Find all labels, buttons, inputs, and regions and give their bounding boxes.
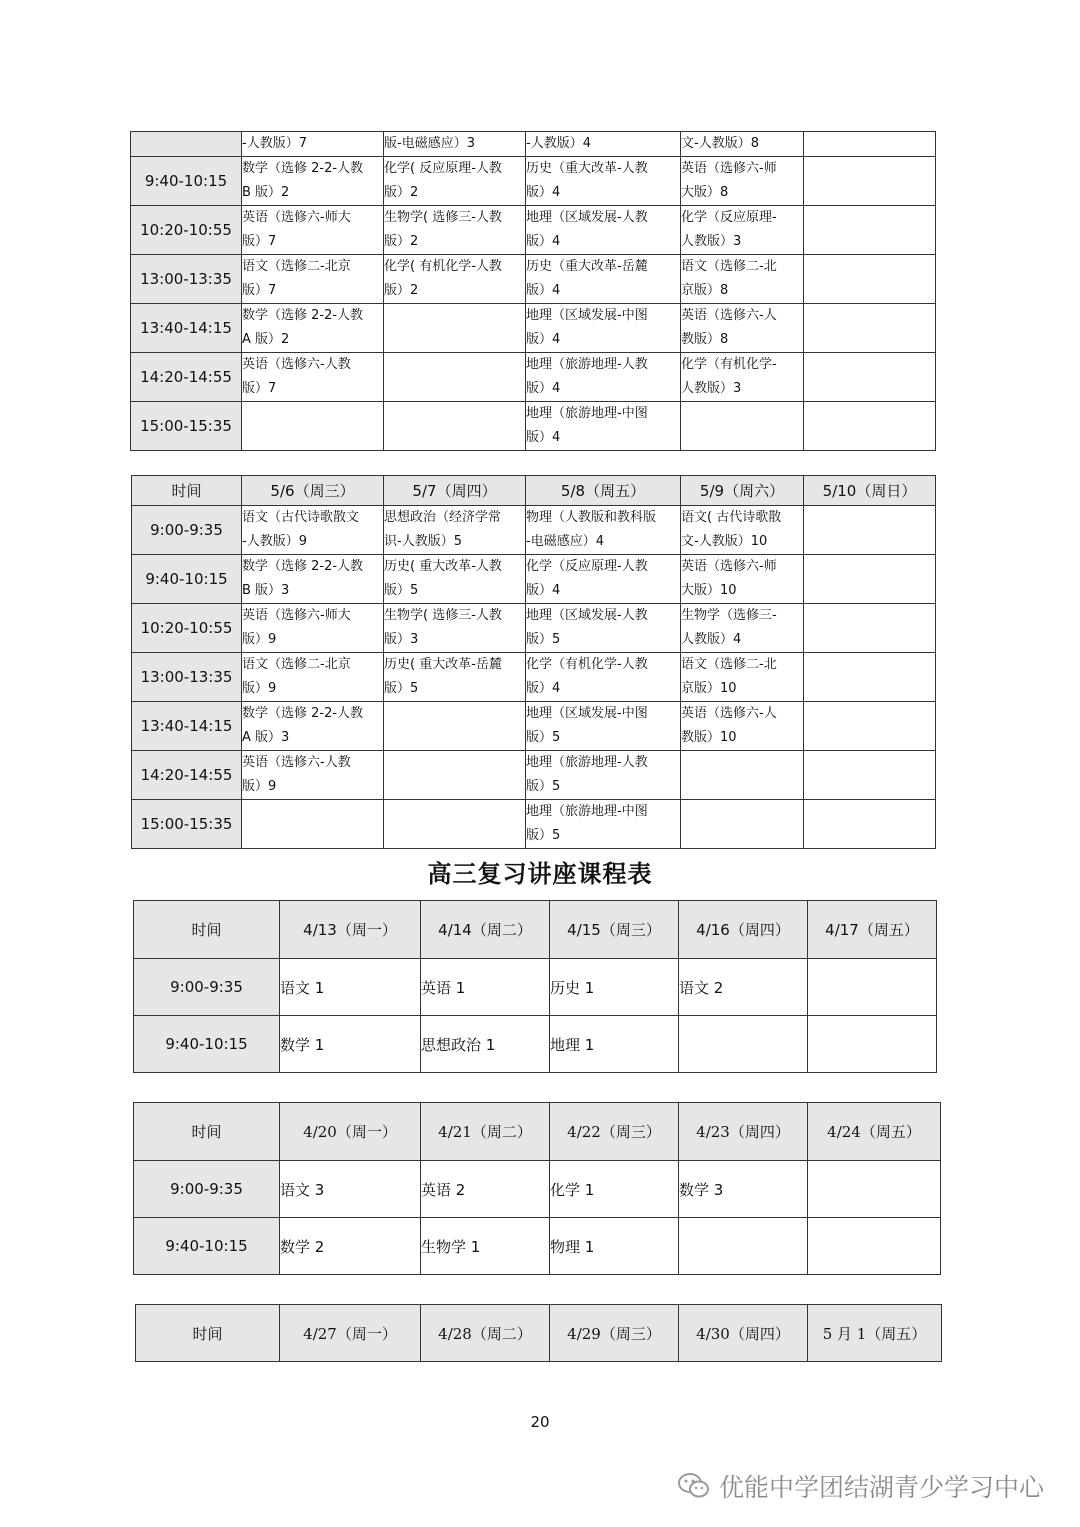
- course-cell: 英语（选修六-师大 版）9: [242, 604, 384, 653]
- course-cell: 历史（重大改革-岳麓 版）4: [526, 255, 681, 304]
- course-cell: [384, 402, 526, 451]
- course-cell: [808, 1161, 941, 1218]
- course-cell: 语文（古代诗歌散文 -人教版）9: [242, 506, 384, 555]
- header-cell: 时间: [134, 1103, 280, 1161]
- course-cell: 地理（旅游地理-中图 版）4: [526, 402, 681, 451]
- course-cell: 历史( 重大改革-人教 版）5: [384, 555, 526, 604]
- course-cell: [804, 604, 936, 653]
- course-cell: [384, 702, 526, 751]
- course-cell: [808, 1218, 941, 1275]
- course-cell: 语文 3: [280, 1161, 421, 1218]
- course-cell: 思想政治（经济学常 识-人教版）5: [384, 506, 526, 555]
- course-cell: [804, 506, 936, 555]
- course-cell: [242, 800, 384, 849]
- course-cell: [681, 800, 804, 849]
- course-cell: 物理（人教版和教科版 -电磁感应）4: [526, 506, 681, 555]
- course-cell: -人教版）4: [526, 132, 681, 157]
- table-row: [134, 1161, 941, 1218]
- time-cell: 13:40-14:15: [131, 304, 242, 353]
- course-cell: 英语（选修六-师大 版）7: [242, 206, 384, 255]
- course-cell: 化学（有机化学- 人教版）3: [681, 353, 804, 402]
- course-cell: 英语（选修六-师 大版）10: [681, 555, 804, 604]
- time-cell: 9:40-10:15: [134, 1016, 280, 1073]
- course-cell: [804, 157, 936, 206]
- course-cell: [808, 959, 937, 1016]
- course-cell: [804, 206, 936, 255]
- header-cell: 4/20（周一）: [280, 1103, 421, 1161]
- course-cell: [804, 132, 936, 157]
- page-number: 20: [530, 1413, 550, 1431]
- course-cell: 生物学( 选修三-人教 版）2: [384, 206, 526, 255]
- schedule-table-1: [130, 131, 936, 451]
- wechat-icon: [677, 1472, 711, 1500]
- course-cell: 化学( 有机化学-人教 版）2: [384, 255, 526, 304]
- header-cell: 5/7（周四）: [384, 476, 526, 506]
- time-cell: [131, 132, 242, 157]
- course-cell: 数学 1: [280, 1016, 421, 1073]
- header-row: [132, 476, 936, 506]
- table-row: [132, 506, 936, 555]
- course-cell: 生物学( 选修三-人教 版）3: [384, 604, 526, 653]
- course-cell: 语文（选修二-北京 版）7: [242, 255, 384, 304]
- header-row: [136, 1305, 942, 1362]
- course-cell: 语文（选修二-北 京版）8: [681, 255, 804, 304]
- header-cell: 5/9（周六）: [681, 476, 804, 506]
- course-cell: 数学（选修 2-2-人教 A 版）3: [242, 702, 384, 751]
- table-row: [134, 1016, 937, 1073]
- course-cell: 历史( 重大改革-岳麓 版）5: [384, 653, 526, 702]
- course-cell: 英语 2: [421, 1161, 550, 1218]
- course-cell: 英语 1: [421, 959, 550, 1016]
- table-row: [132, 555, 936, 604]
- header-cell: 4/29（周三）: [550, 1305, 679, 1362]
- course-cell: [804, 402, 936, 451]
- course-cell: 地理 1: [550, 1016, 679, 1073]
- course-cell: [384, 800, 526, 849]
- course-cell: 版-电磁感应）3: [384, 132, 526, 157]
- header-cell: 4/15（周三）: [550, 901, 679, 959]
- table-row: [131, 206, 936, 255]
- course-cell: 化学（反应原理- 人教版）3: [681, 206, 804, 255]
- course-cell: 英语（选修六-人教 版）9: [242, 751, 384, 800]
- course-cell: 数学（选修 2-2-人教 B 版）2: [242, 157, 384, 206]
- time-cell: 9:00-9:35: [134, 1161, 280, 1218]
- header-cell: 4/16（周四）: [679, 901, 808, 959]
- time-cell: 13:00-13:35: [131, 255, 242, 304]
- course-cell: 语文（选修二-北京 版）9: [242, 653, 384, 702]
- section-title: 高三复习讲座课程表: [427, 860, 653, 888]
- table-row: [131, 304, 936, 353]
- course-cell: [804, 555, 936, 604]
- time-cell: 10:20-10:55: [131, 206, 242, 255]
- time-cell: 15:00-15:35: [131, 402, 242, 451]
- course-cell: 英语（选修六-人教 版）7: [242, 353, 384, 402]
- course-cell: [679, 1016, 808, 1073]
- course-cell: 生物学（选修三- 人教版）4: [681, 604, 804, 653]
- course-cell: [804, 304, 936, 353]
- course-cell: [242, 402, 384, 451]
- header-cell: 4/28（周二）: [421, 1305, 550, 1362]
- course-cell: 思想政治 1: [421, 1016, 550, 1073]
- course-cell: 语文 2: [679, 959, 808, 1016]
- course-cell: 地理（区域发展-人教 版）5: [526, 604, 681, 653]
- course-cell: 英语（选修六-人 教版）10: [681, 702, 804, 751]
- course-cell: [384, 304, 526, 353]
- watermark: [677, 1468, 1044, 1504]
- schedule-table-2: [131, 475, 936, 849]
- time-cell: 10:20-10:55: [132, 604, 242, 653]
- course-cell: 地理（旅游地理-中图 版）5: [526, 800, 681, 849]
- table-row: [134, 1218, 941, 1275]
- course-cell: [804, 255, 936, 304]
- course-cell: [804, 800, 936, 849]
- header-row: [134, 1103, 941, 1161]
- table-row: [132, 604, 936, 653]
- header-cell: 时间: [132, 476, 242, 506]
- header-cell: 4/13（周一）: [280, 901, 421, 959]
- table-row: [131, 132, 936, 157]
- course-cell: 地理（旅游地理-人教 版）4: [526, 353, 681, 402]
- table-row: [131, 402, 936, 451]
- course-cell: 数学 2: [280, 1218, 421, 1275]
- course-cell: 语文（选修二-北 京版）10: [681, 653, 804, 702]
- course-cell: [384, 353, 526, 402]
- course-cell: [681, 751, 804, 800]
- time-cell: 14:20-14:55: [131, 353, 242, 402]
- course-cell: 数学（选修 2-2-人教 A 版）2: [242, 304, 384, 353]
- course-cell: 物理 1: [550, 1218, 679, 1275]
- course-cell: [679, 1218, 808, 1275]
- time-cell: 9:00-9:35: [134, 959, 280, 1016]
- course-cell: [681, 402, 804, 451]
- table-row: [132, 702, 936, 751]
- course-cell: 地理（旅游地理-人教 版）5: [526, 751, 681, 800]
- course-cell: 化学（有机化学-人教 版）4: [526, 653, 681, 702]
- course-cell: 语文 1: [280, 959, 421, 1016]
- course-cell: 历史 1: [550, 959, 679, 1016]
- course-cell: 数学（选修 2-2-人教 B 版）3: [242, 555, 384, 604]
- course-cell: -人教版）7: [242, 132, 384, 157]
- header-cell: 4/23（周四）: [679, 1103, 808, 1161]
- header-cell: 4/22（周三）: [550, 1103, 679, 1161]
- time-cell: 9:40-10:15: [132, 555, 242, 604]
- course-cell: [804, 653, 936, 702]
- time-cell: 14:20-14:55: [132, 751, 242, 800]
- header-cell: 时间: [134, 901, 280, 959]
- watermark-text: 优能中学团结湖青少学习中心: [718, 1473, 1044, 1502]
- header-cell: 4/30（周四）: [679, 1305, 808, 1362]
- course-cell: [808, 1016, 937, 1073]
- course-cell: [804, 702, 936, 751]
- table-row: [131, 255, 936, 304]
- table-row: [132, 653, 936, 702]
- course-cell: [384, 751, 526, 800]
- course-cell: 英语（选修六-师 大版）8: [681, 157, 804, 206]
- header-cell: 4/24（周五）: [808, 1103, 941, 1161]
- header-cell: 4/14（周二）: [421, 901, 550, 959]
- course-cell: 地理（区域发展-中图 版）4: [526, 304, 681, 353]
- header-cell: 4/27（周一）: [280, 1305, 421, 1362]
- header-cell: 4/17（周五）: [808, 901, 937, 959]
- table-row: [132, 800, 936, 849]
- header-cell: 5/6（周三）: [242, 476, 384, 506]
- header-cell: 5 月 1（周五）: [808, 1305, 942, 1362]
- course-cell: 化学 1: [550, 1161, 679, 1218]
- header-cell: 时间: [136, 1305, 280, 1362]
- course-cell: 数学 3: [679, 1161, 808, 1218]
- course-cell: 化学（反应原理-人教 版）4: [526, 555, 681, 604]
- table-row: [131, 157, 936, 206]
- header-cell: 5/8（周五）: [526, 476, 681, 506]
- lecture-table-2: [133, 1102, 941, 1275]
- time-cell: 9:00-9:35: [132, 506, 242, 555]
- time-cell: 9:40-10:15: [131, 157, 242, 206]
- course-cell: 生物学 1: [421, 1218, 550, 1275]
- header-cell: 4/21（周二）: [421, 1103, 550, 1161]
- course-cell: 化学( 反应原理-人教 版）2: [384, 157, 526, 206]
- time-cell: 13:00-13:35: [132, 653, 242, 702]
- table-row: [132, 751, 936, 800]
- lecture-table-1: [133, 900, 937, 1073]
- time-cell: 15:00-15:35: [132, 800, 242, 849]
- course-cell: [804, 751, 936, 800]
- course-cell: 历史（重大改革-人教 版）4: [526, 157, 681, 206]
- course-cell: [804, 353, 936, 402]
- time-cell: 13:40-14:15: [132, 702, 242, 751]
- course-cell: 地理（区域发展-人教 版）4: [526, 206, 681, 255]
- table-row: [131, 353, 936, 402]
- time-cell: 9:40-10:15: [134, 1218, 280, 1275]
- header-cell: 5/10（周日）: [804, 476, 936, 506]
- course-cell: 英语（选修六-人 教版）8: [681, 304, 804, 353]
- table-row: [134, 959, 937, 1016]
- course-cell: 语文( 古代诗歌散 文-人教版）10: [681, 506, 804, 555]
- course-cell: 地理（区域发展-中图 版）5: [526, 702, 681, 751]
- course-cell: 文-人教版）8: [681, 132, 804, 157]
- lecture-table-3: [135, 1304, 942, 1362]
- header-row: [134, 901, 937, 959]
